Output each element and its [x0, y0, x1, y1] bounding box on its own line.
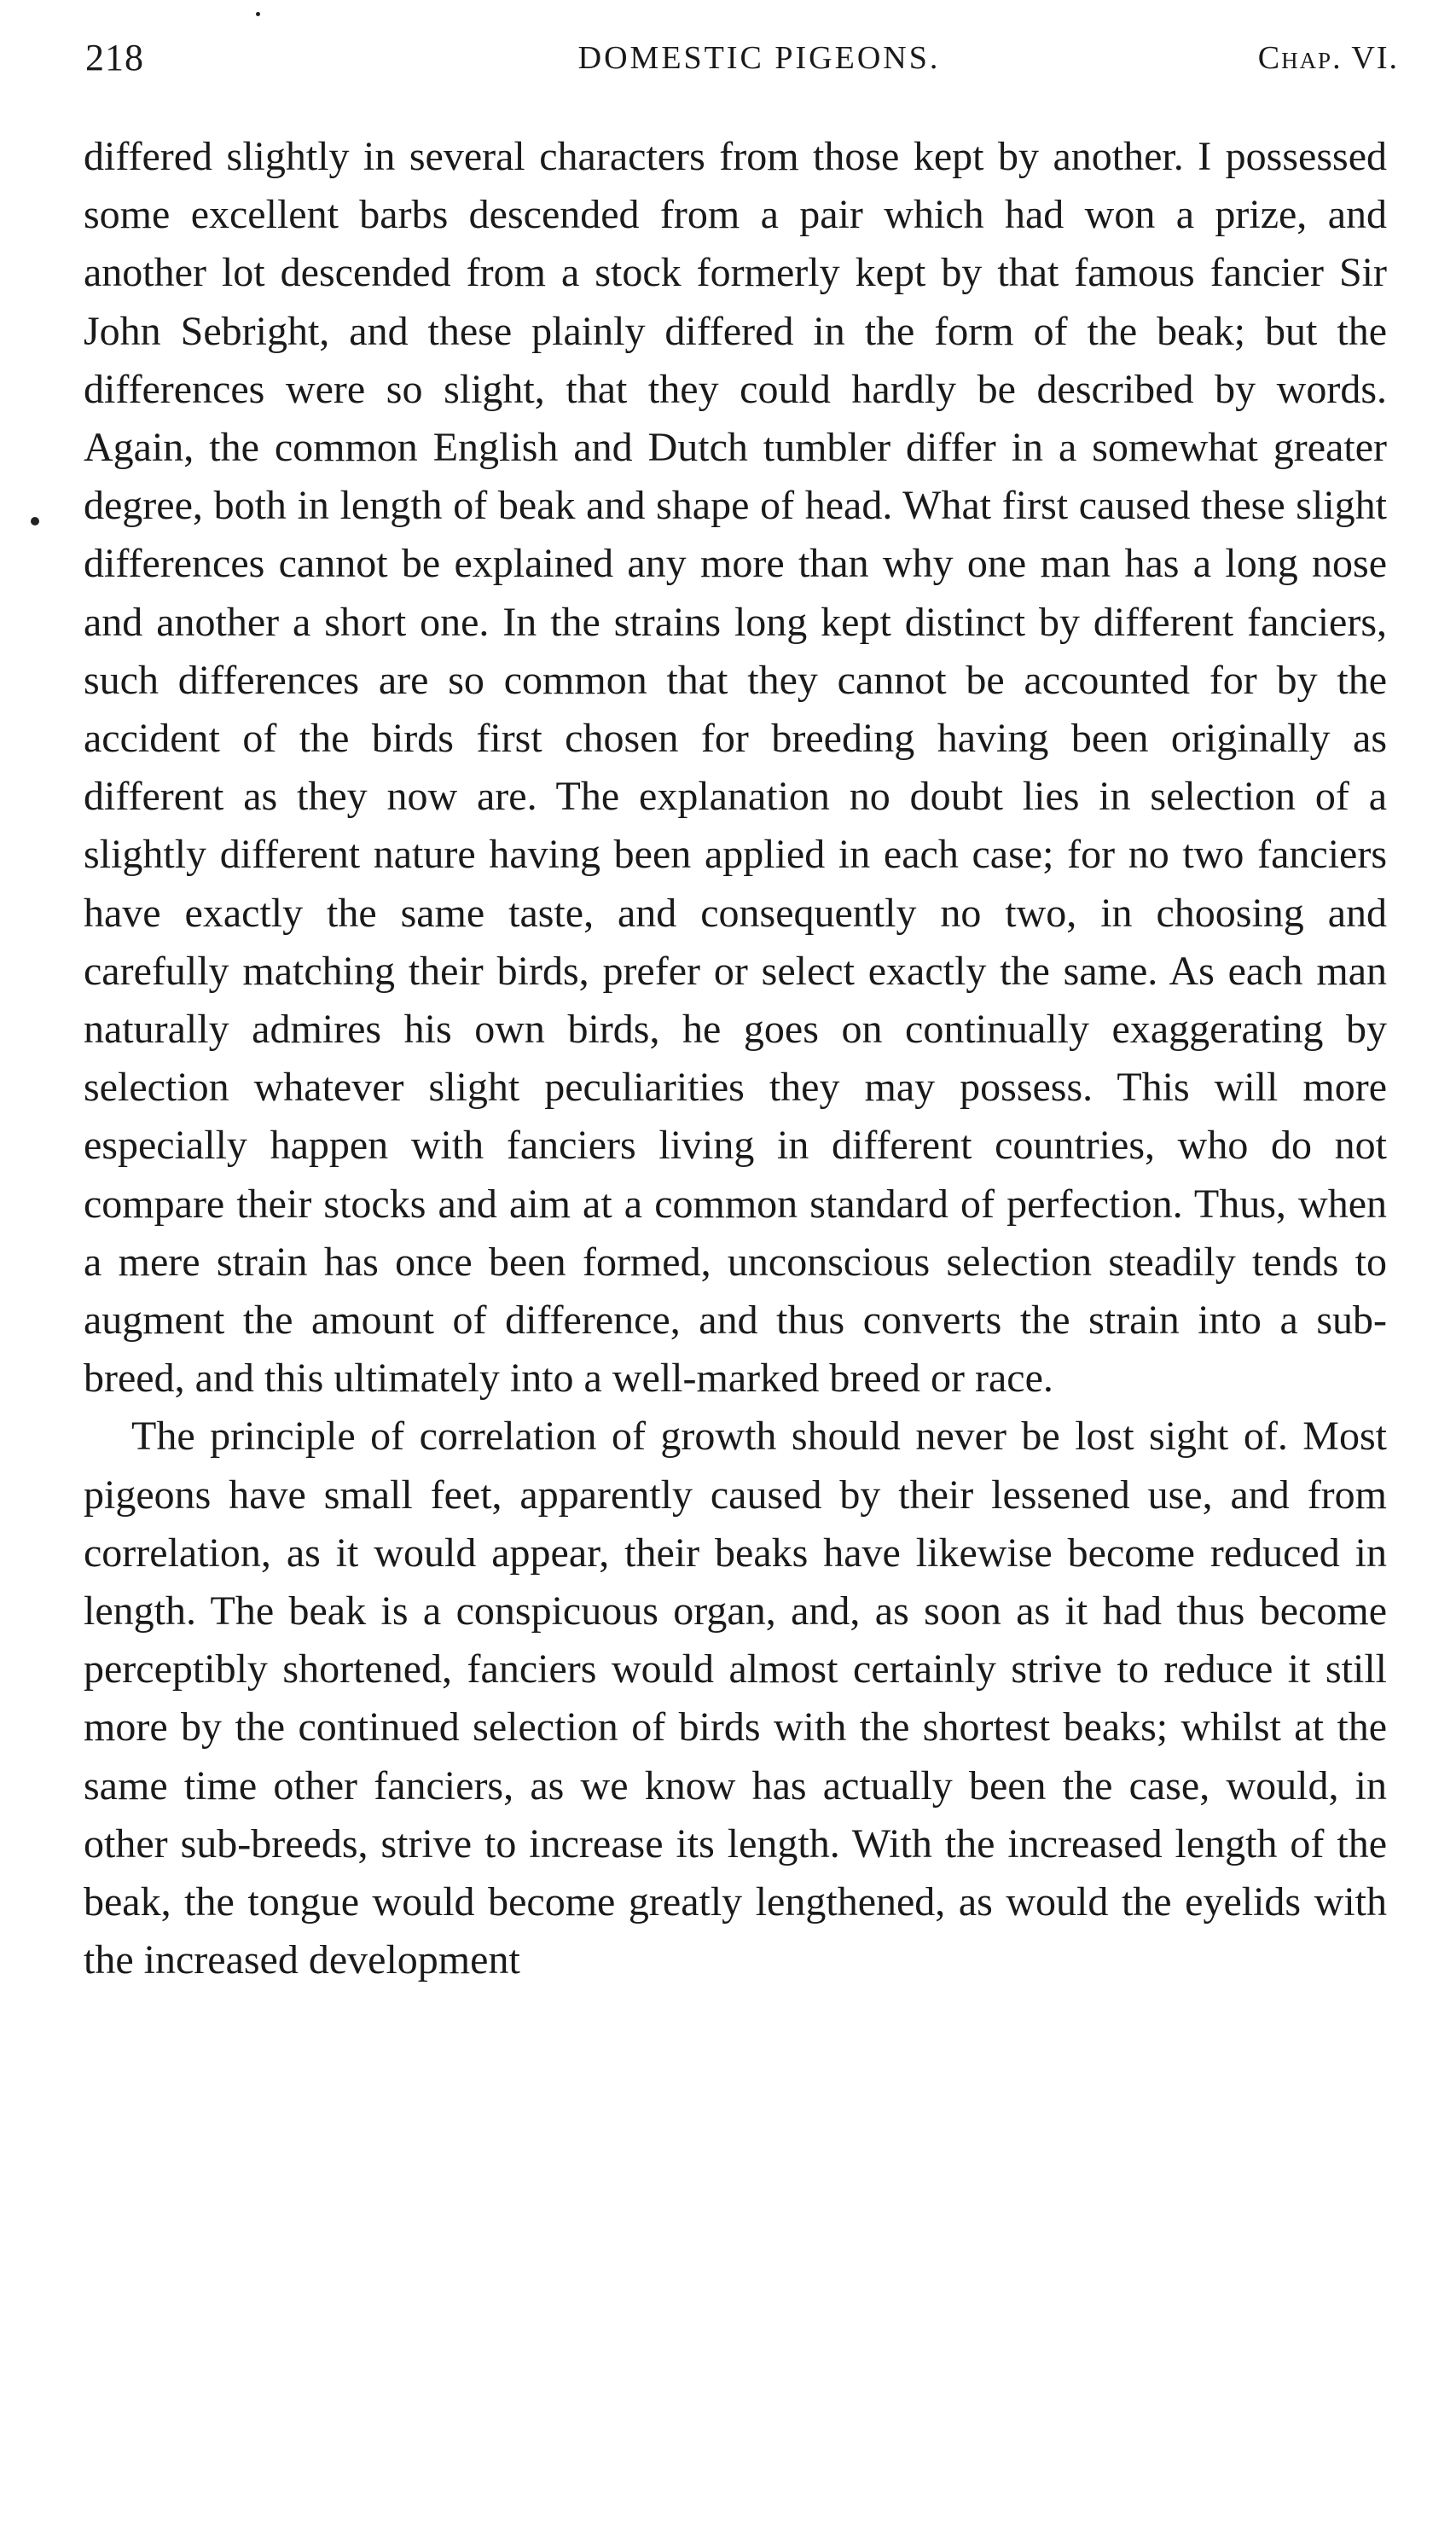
- body-text: [84, 128, 1387, 1990]
- print-speck: [256, 12, 260, 16]
- book-title: DOMESTIC PIGEONS.: [577, 40, 941, 76]
- print-speck: [31, 517, 39, 525]
- chapter-reference: Chap. VI.: [1257, 40, 1399, 76]
- page-number: 218: [85, 37, 144, 78]
- running-head: [85, 36, 1399, 87]
- paragraph-continued: differed slightly in several characters from those kept by another. I possessed some excellent barbs descended from a pair which had won a prize, and another lot descended from a stock formerly kept by that famous fancier Sir John Sebright, and these plainly differed in the form of the beak; but the differences were so slight, that they could hardly be described by words. Again, the common English and Dutch tumbler differ in a somewhat greater degree, both in length of beak and shape of head. What first caused these slight differences cannot be explained any more than why one man has a long nose and another a short one. In the strains long kept distinct by different fanciers, such differences are so common that they cannot be accounted for by the accident of the birds first chosen for breeding having been originally as different as they now are. The explanation no doubt lies in selection of a slightly different nature having been applied in each case; for no two fanciers have exactly the same taste, and consequently no two, in choosing and carefully matching their birds, prefer or select exactly the same. As each man naturally admires his own birds, he goes on continually exaggerating by selection whatever slight peculiarities they may possess. This will more especially happen with fanciers living in different countries, who do not compare their stocks and aim at a common standard of perfection. Thus, when a mere strain has once been formed, unconscious selection steadily tends to augment the amount of difference, and thus converts the strain into a sub-breed, and this ultimately into a well-marked breed or race.: [84, 134, 1387, 1402]
- paragraph-correlation-of-growth: The principle of correlation of growth should never be lost sight of. Most pigeons have small feet, apparently caused by their lessened use, and from correlation, as it would appear, their beaks have likewise become reduced in length. The beak is a conspicuous organ, and, as soon as it had thus become perceptibly shortened, fanciers would almost certainly strive to reduce it still more by the continued selection of birds with the shortest beaks; whilst at the same time other fanciers, as we know has actually been the case, would, in other sub-breeds, strive to increase its length. With the increased length of the beak, the tongue would become greatly lengthened, as would the eyelids with the increased development: [84, 1414, 1387, 1983]
